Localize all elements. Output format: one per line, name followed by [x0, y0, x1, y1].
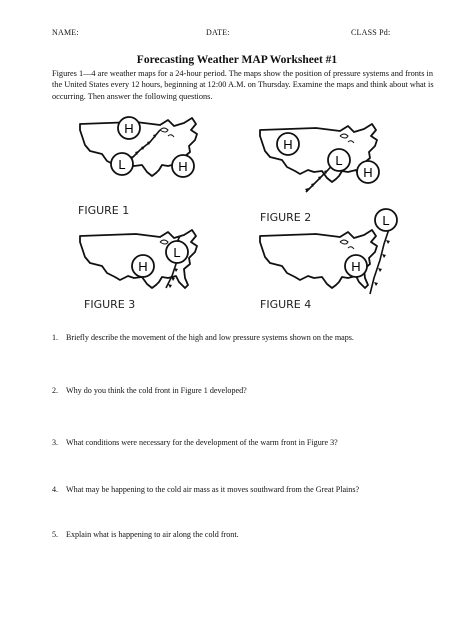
- high-pressure-icon: [357, 161, 379, 183]
- svg-text:L: L: [335, 153, 343, 168]
- high-pressure-icon: [345, 255, 367, 277]
- question-3: [52, 438, 338, 447]
- svg-text:H: H: [124, 121, 134, 136]
- figure-label: FIGURE 1: [78, 204, 130, 217]
- worksheet-title: Forecasting Weather MAP Worksheet #1: [136, 54, 338, 66]
- svg-text:H: H: [138, 259, 148, 274]
- cold-front-line: [370, 226, 390, 294]
- question-number: 1.: [52, 333, 59, 342]
- question-text: Explain what is happening to air along the cold front.: [66, 530, 239, 539]
- svg-text:H: H: [351, 259, 361, 274]
- high-pressure-icon: [277, 133, 299, 155]
- figure-1-map: [76, 110, 216, 222]
- low-pressure-icon: [328, 149, 350, 171]
- svg-text:L: L: [118, 157, 126, 172]
- question-1: [52, 333, 354, 342]
- high-pressure-icon: [118, 117, 140, 139]
- high-pressure-icon: [172, 155, 194, 177]
- question-2: [52, 386, 247, 395]
- low-pressure-icon: [111, 153, 133, 175]
- svg-text:H: H: [283, 137, 293, 152]
- figure-2-map: [256, 116, 396, 228]
- question-number: 5.: [52, 530, 59, 539]
- question-text: What conditions were necessary for the development of the warm front in Figure 3?: [66, 438, 338, 447]
- figure-label: FIGURE 2: [260, 211, 312, 224]
- date-label: DATE:: [206, 28, 230, 37]
- low-pressure-icon: [166, 241, 188, 263]
- figure-label: FIGURE 4: [260, 298, 312, 311]
- svg-text:H: H: [363, 165, 373, 180]
- svg-text:L: L: [173, 245, 181, 260]
- svg-text:L: L: [382, 213, 390, 228]
- intro-paragraph: Figures 1—4 are weather maps for a 24-hour period. The maps show the position of pressure systems and fronts in the United States every 12 hours, beginning at 12:00 A.M. on Thursday. Examine the maps and think about what is occurring. Then answer the following questions.: [52, 69, 434, 101]
- question-number: 4.: [52, 485, 59, 494]
- question-text: Briefly describe the movement of the high and low pressure systems shown on the maps.: [66, 333, 354, 342]
- high-pressure-icon: [132, 255, 154, 277]
- question-number: 2.: [52, 386, 59, 395]
- question-number: 3.: [52, 438, 59, 447]
- question-text: Why do you think the cold front in Figure 1 developed?: [66, 386, 247, 395]
- name-label: NAME:: [52, 28, 79, 37]
- question-5: [52, 530, 239, 539]
- class-period-label: CLASS Pd:: [351, 28, 391, 37]
- figure-label: FIGURE 3: [84, 298, 136, 311]
- question-text: What may be happening to the cold air mass as it moves southward from the Great Plains?: [66, 485, 360, 494]
- low-pressure-icon: [375, 209, 397, 231]
- svg-text:H: H: [178, 159, 188, 174]
- question-4: [52, 485, 359, 494]
- figure-3-map: [76, 222, 216, 334]
